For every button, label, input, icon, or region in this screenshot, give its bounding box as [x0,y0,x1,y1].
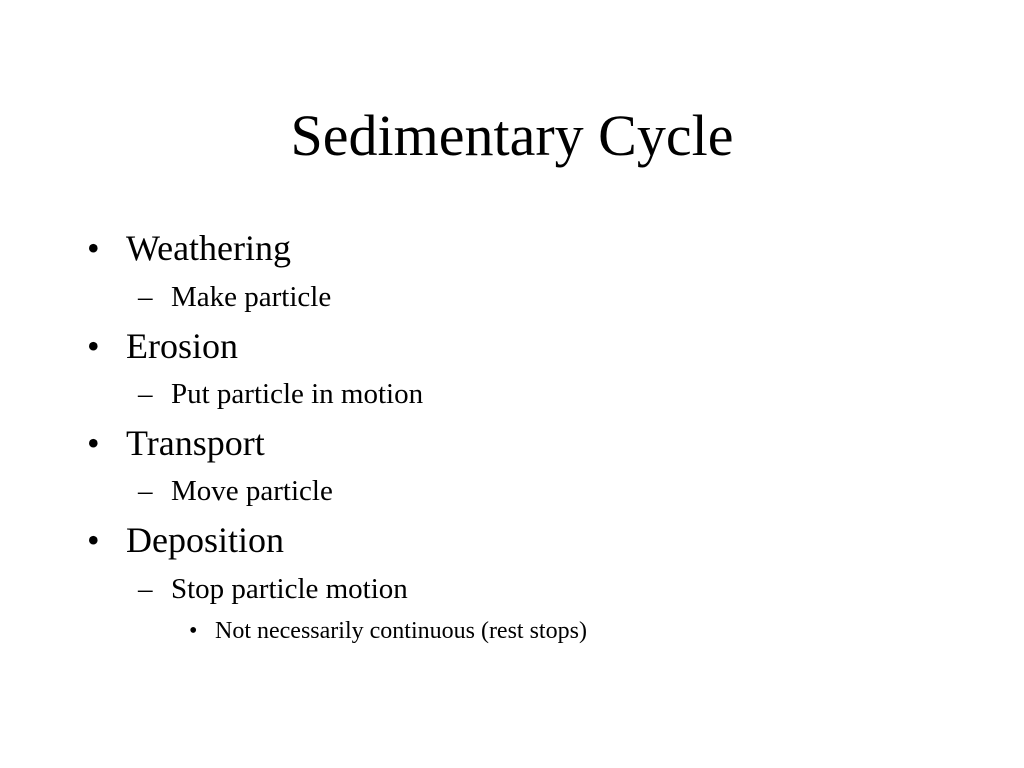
bullet-marker: • [189,618,198,644]
sub-bullet-text: Put particle in motion [171,378,424,410]
bullet-text: Erosion [126,326,238,366]
dash-marker: – [138,475,153,507]
dash-marker: – [138,281,153,313]
sub-sub-bullet-text: Not necessarily continuous (rest stops) [215,618,587,644]
dash-marker: – [138,378,153,410]
bullet-text: Transport [126,423,265,463]
bullet-marker: • [87,228,100,268]
sub-bullet-text: Stop particle motion [171,573,408,605]
sub-bullet-text: Make particle [171,281,332,313]
bullet-text: Deposition [126,520,284,560]
sub-bullet-text: Move particle [171,475,333,507]
dash-marker: – [138,573,153,605]
bullet-marker: • [87,326,100,366]
bullet-marker: • [87,520,100,560]
slide-title: Sedimentary Cycle [290,103,734,168]
bullet-text: Weathering [126,228,292,268]
bullet-marker: • [87,423,100,463]
